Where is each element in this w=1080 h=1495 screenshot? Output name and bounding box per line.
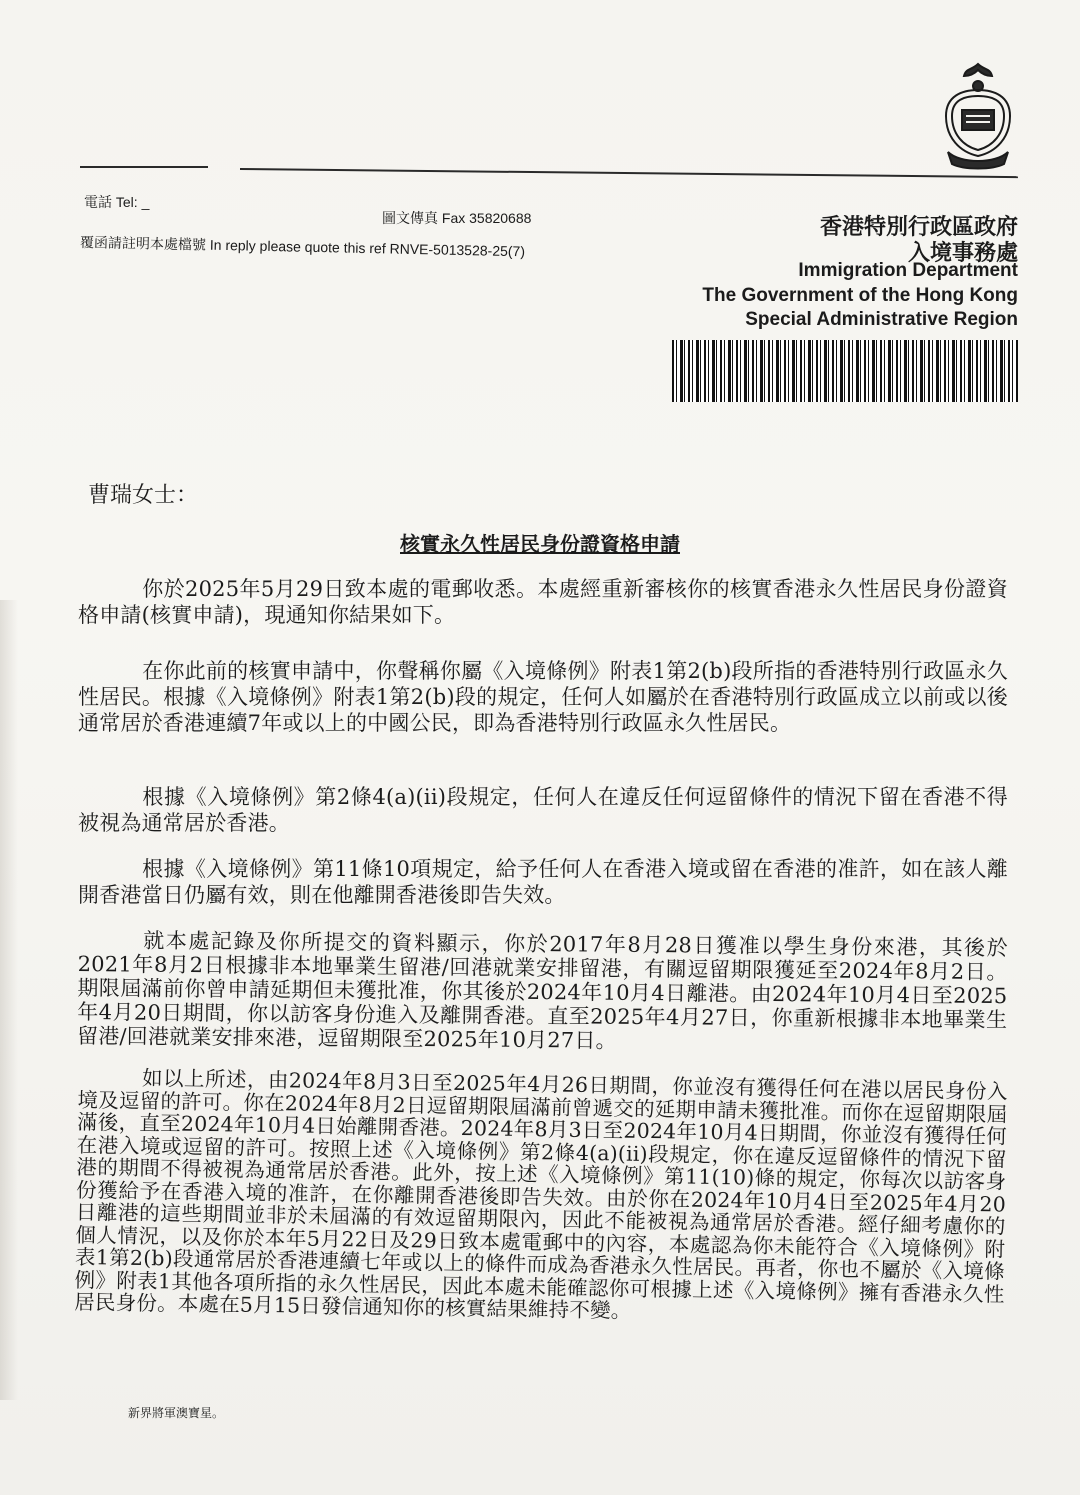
reference-label: 覆函請註明本處檔號 In reply please quote this ref RNVE-5013528-25(7) [79, 234, 526, 260]
org-name-en-2: The Government of the Hong Kong [702, 285, 1018, 306]
paragraph-1-text: 你於2025年5月29日致本處的電郵收悉。本處經重新審核你的核實香港永久性居民身份證資格申請(核實申請)，現通知你結果如下。 [78, 577, 1008, 627]
paragraph-2 [78, 658, 1008, 736]
letter-subject: 核實永久性居民身份證資格申請 [400, 532, 680, 556]
header-rule-left [80, 166, 208, 168]
barcode [672, 340, 1018, 402]
paragraph-5 [77, 928, 1008, 1056]
fax-label: 圖文傳真 Fax 35820688 [382, 210, 532, 226]
header-rule-right [240, 168, 1018, 178]
paragraph-2-text: 在你此前的核實申請中，你聲稱你屬《入境條例》附表1第2(b)段所指的香港特別行政區永久性居民。根據《入境條例》附表1第2(b)段的規定，任何人如屬於在香港特別行政區成立以前或以後通常居於香港連續7年或以上的中國公民，即為香港特別行政區永久性居民。 [78, 659, 1008, 735]
footer-address-note: 新界將軍澳寶星。 [128, 1406, 225, 1420]
paragraph-3-text: 根據《入境條例》第2條4(a)(ii)段規定，任何人在違反任何逗留條件的情況下留在香港不得被視為通常居於香港。 [78, 785, 1008, 835]
paragraph-6-text: 如以上所述，由2024年8月3日至2025年4月26日期間，你並沒有獲得任何在港以居民身份入境及逗留的許可。你在2024年8月2日逗留期限屆滿前曾遞交的延期申請未獲批准。而你在逗留期限屆滿後，直至2024年10月4日始離開香港。2024年8月3日至2024年10月4日期間，你並沒有獲得任何在港入境或逗留的許可。按照上述《入境條例》第2條4(a)(ii)段規定，你在違反逗留條件的情況下留港的期間不得被視為通常居於香港。此外，按上述《入境條例》第11(10)條的規定，你每次以訪客身份獲給予在香港入境的准許，在你離開香港後即告失效。由於你在2024年10月4日至2025年4月20日離港的這些期間並非於未屆滿的有效逗留期限內，因此不能被視為通常居於香港。經仔細考慮你的個人情況，以及你於本年5月22日及29日致本處電郵中的內容，本處認為你未能符合《入境條例》附表1第2(b)段通常居於香港連續七年或以上的條件而成為香港永久性居民。再者，你也不屬於《入境條例》附表1其他各項所指的永久性居民，因此本處未能確認你可根據上述《入境條例》擁有香港永久性居民身份。本處在5月15日發信通知你的核實結果維持不變。 [74, 1066, 1008, 1323]
paragraph-6 [74, 1066, 1008, 1328]
salutation: 曹瑞女士： [88, 483, 199, 508]
org-name-en-1: Immigration Department [798, 260, 1018, 281]
org-name-zh-1: 香港特別行政區政府 [819, 214, 1018, 239]
paragraph-4 [78, 856, 1008, 908]
org-name-zh-2: 入境事務處 [907, 240, 1018, 265]
tel-label: 電話 Tel: _ [84, 194, 150, 210]
paper-shadow [0, 600, 18, 1400]
paragraph-1 [78, 576, 1008, 628]
paragraph-5-text: 就本處記錄及你所提交的資料顯示，你於2017年8月28日獲准以學生身份來港，其後於2021年8月2日根據非本地畢業生留港/回港就業安排留港，有關逗留期限獲延至2024年8月2日。期限屆滿前你曾申請延期但未獲批准，你其後於2024年10月4日離港。由2024年10月4日至2025年4月20日期間，你以訪客身份進入及離開香港。直至2025年4月27日，你重新根據非本地畢業生留港/回港就業安排來港，逗留期限至2025年10月27日。 [76, 928, 1008, 1053]
paragraph-3 [78, 784, 1008, 836]
paragraph-4-text: 根據《入境條例》第11條10項規定，給予任何人在香港入境或留在香港的准許，如在該人離開香港當日仍屬有效，則在他離開香港後即告失效。 [78, 857, 1008, 907]
police-emblem-icon [936, 56, 1020, 174]
org-name-en-3: Special Administrative Region [745, 309, 1018, 330]
